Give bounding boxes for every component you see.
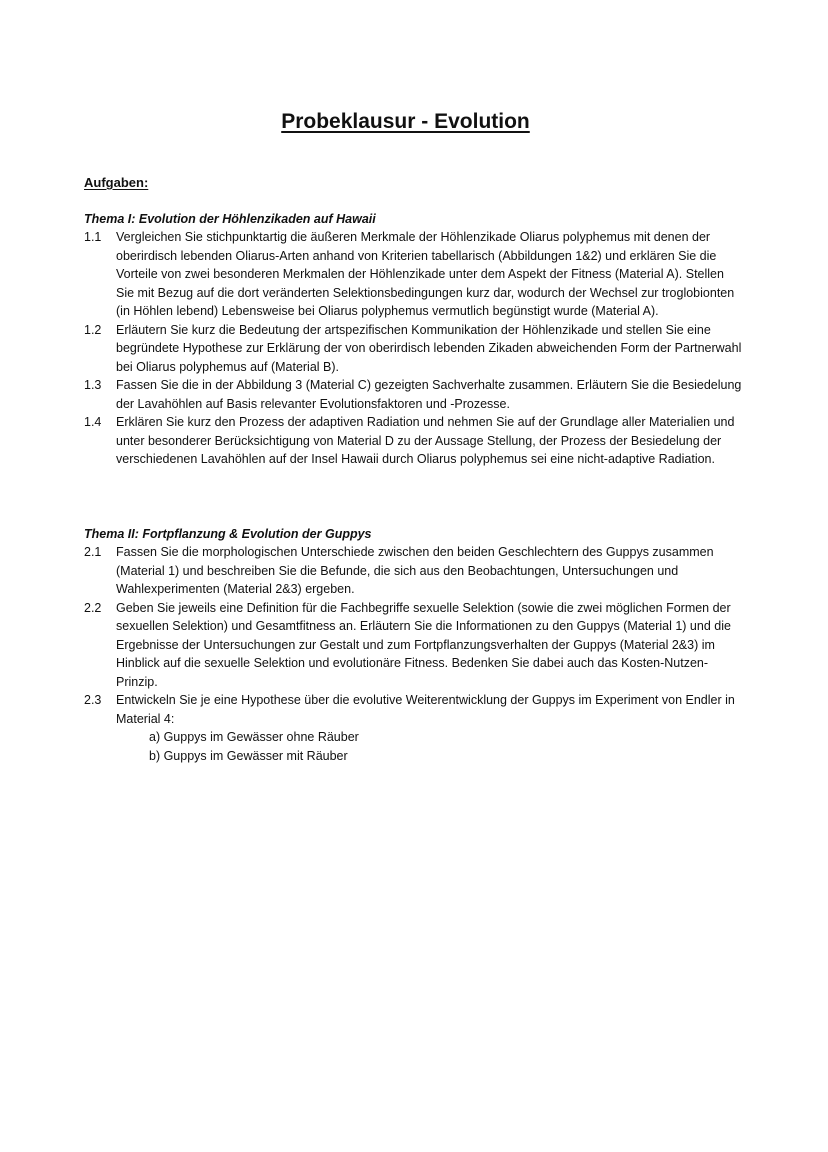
subitem: a) Guppys im Gewässer ohne Räuber	[149, 730, 359, 744]
task-item	[84, 228, 744, 321]
task-item	[84, 376, 744, 413]
subitem-list	[116, 728, 744, 765]
task-text: Vergleichen Sie stichpunktartig die äußeren Merkmale der Höhlenzikade Oliarus polyphemus mit denen der oberirdisch lebenden Oliarus-Arten anhand von Kriterien tabellarisch (Abbildungen 1&2) und erklären Sie die Vorteile von zwei besonderen Merkmalen der Höhlenzikade unter dem Aspekt der Fitness (Material A). Stellen Sie mit Bezug auf die dort veränderten Selektionsbedingungen kurz dar, wodurch der Wechsel zur troglobionten (in Höhlen lebend) Lebensweise bei Oliarus polyphemus vermutlich begünstigt wurde (Material A).	[116, 230, 735, 318]
task-number: 2.1	[84, 545, 102, 559]
task-item	[84, 413, 744, 469]
task-text: Entwickeln Sie je eine Hypothese über die evolutive Weiterentwicklung der Guppys im Experiment von Endler in Material 4:	[116, 693, 735, 726]
subitem: b) Guppys im Gewässer mit Räuber	[149, 748, 348, 763]
task-number: 2.3	[84, 693, 102, 707]
topic-title: Thema II: Fortpflanzung & Evolution der Guppys	[84, 527, 372, 541]
task-text: Fassen Sie die in der Abbildung 3 (Material C) gezeigten Sachverhalte zusammen. Erläutern Sie die Besiedelung der Lavahöhlen auf Basis relevanter Evolutionsfaktoren und -Prozesse.	[116, 378, 742, 411]
task-text: Erläutern Sie kurz die Bedeutung der artspezifischen Kommunikation der Höhlenzikade und stellen Sie eine begründete Hypothese zur Erklärung der von oberirdisch lebenden Zikaden abweichenden Form der Partnerwahl bei Oliarus polyphemus auf (Material B).	[116, 322, 742, 374]
topic-section-2	[84, 525, 744, 765]
topic-section-1	[84, 210, 744, 469]
task-number: 2.2	[84, 600, 102, 615]
task-text: Erklären Sie kurz den Prozess der adaptiven Radiation und nehmen Sie auf der Grundlage aller Materialien und unter besonderer Berücksichtigung von Material D zu der Aussage Stellung, der Prozess der Besiedelung der verschiedenen Lavahöhlen auf der Insel Hawaii durch Oliarus polyphemus sei eine nicht-adaptive Radiation.	[116, 415, 735, 466]
task-text: Fassen Sie die morphologischen Unterschiede zwischen den beiden Geschlechtern des Guppys zusammen (Material 1) und beschreiben Sie die Befunde, die sich aus den Beobachtungen, Untersuchungen und Wahlexperimenten (Material 2&3) ergeben.	[116, 545, 714, 596]
task-item	[84, 691, 744, 765]
task-number: 1.1	[84, 230, 102, 244]
task-text: Geben Sie jeweils eine Definition für die Fachbegriffe sexuelle Selektion (sowie die zwei möglichen Formen der sexuellen Selektion) und Gesamtfitness an. Erläutern Sie die Informationen zu den Guppys (Material 1) und die Ergebnisse der Untersuchungen zur Gestalt und zum Fortpflanzungsverhalten der Guppys (Material 2&3) im Hinblick auf die sexuelle Selektion und evolutionäre Fitness. Bedenken Sie dabei auch das Kosten-Nutzen-Prinzip.	[116, 600, 731, 689]
task-number: 1.4	[84, 415, 102, 429]
tasks-heading: Aufgaben:	[84, 175, 149, 190]
task-item	[84, 543, 744, 599]
task-item	[84, 599, 744, 692]
page-title: Probeklausur - Evolution	[281, 110, 530, 133]
task-item	[84, 321, 744, 377]
task-number: 1.3	[84, 378, 102, 392]
topic-title: Thema I: Evolution der Höhlenzikaden auf Hawaii	[84, 212, 376, 226]
task-number: 1.2	[84, 322, 102, 337]
